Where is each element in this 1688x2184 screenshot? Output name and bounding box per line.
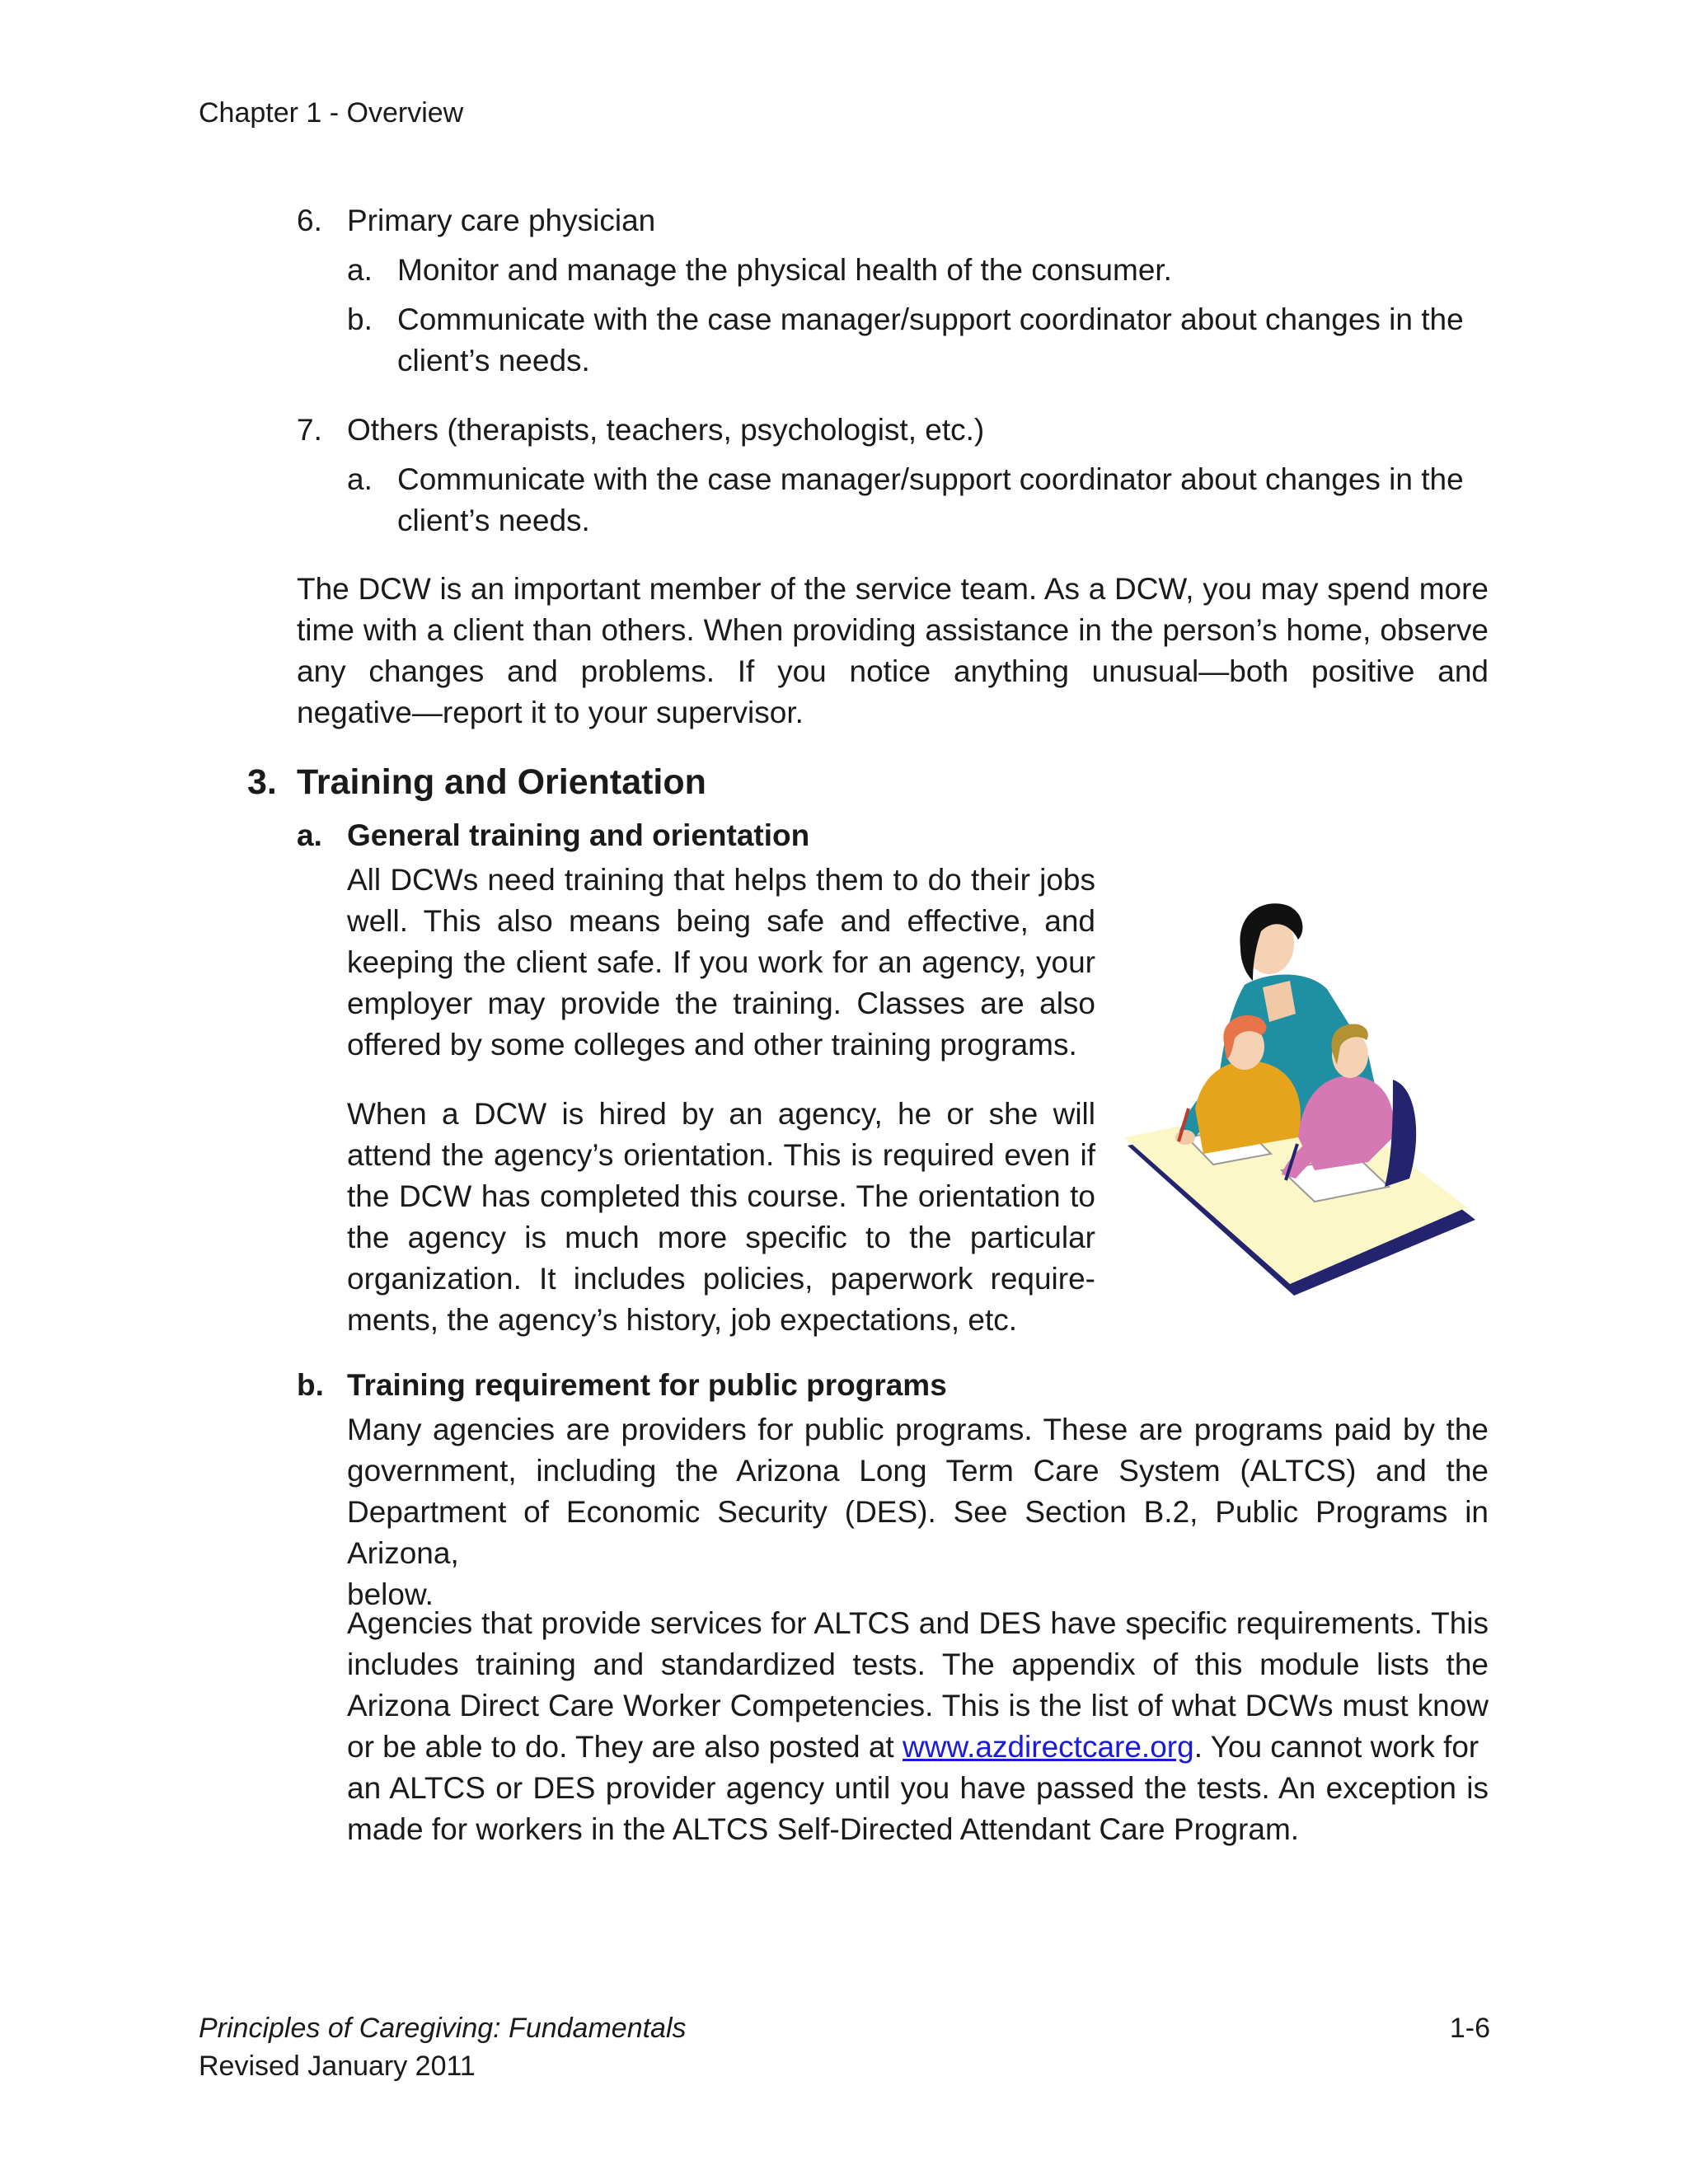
sub-b-p2-line-4-before bbox=[347, 1727, 1479, 1768]
subsection-a-paragraph-1 bbox=[347, 860, 1095, 1066]
dcw-line-1: The DCW is an important member of the service team. As a DCW, you may spend more bbox=[297, 572, 1489, 606]
sub-a-p1-line-5: offered by some colleges and other training programs. bbox=[347, 1028, 1077, 1062]
sub-a-p2-line-6: ments, the agency’s history, job expectations, etc. bbox=[347, 1303, 1018, 1337]
list-number-6: 6. bbox=[297, 204, 322, 237]
dcw-paragraph bbox=[297, 569, 1489, 733]
subsection-a-title: General training and orientation bbox=[347, 818, 810, 852]
list-number-7: 7. bbox=[297, 413, 322, 447]
sub-a-p2-line-5: organization. It includes policies, paperwork require- bbox=[347, 1262, 1095, 1296]
dcw-line-3: any changes and problems. If you notice anything unusual—both positive and bbox=[297, 654, 1489, 688]
list-item-6a-text: Monitor and manage the physical health of the consumer. bbox=[397, 253, 1172, 287]
dcw-line-4: negative—report it to your supervisor. bbox=[297, 696, 804, 729]
list-item-6b-line1: Communicate with the case manager/support coordinator about changes in the bbox=[397, 302, 1464, 336]
sub-a-p2-line-4: the agency is much more specific to the particular bbox=[347, 1221, 1095, 1254]
sub-b-p1-line-1: Many agencies are providers for public programs. These are programs paid by the bbox=[347, 1413, 1489, 1446]
sub-a-p1-line-1: All DCWs need training that helps them to do their jobs bbox=[347, 863, 1095, 897]
page-number: 1-6 bbox=[1449, 2013, 1490, 2044]
section-title: Training and Orientation bbox=[297, 762, 706, 802]
sub-b-p1-line-4: below. bbox=[347, 1577, 434, 1611]
subsection-b-paragraph-2 bbox=[347, 1603, 1489, 1850]
sub-b-p2-line-4 bbox=[347, 1727, 1489, 1768]
subsection-a-letter: a. bbox=[297, 818, 322, 852]
sub-b-p2-line-6: made for workers in the ALTCS Self-Directed Attendant Care Program. bbox=[347, 1812, 1300, 1846]
azdirectcare-link[interactable]: www.azdirectcare.org bbox=[903, 1730, 1194, 1764]
list-item-6b-line2: client’s needs. bbox=[397, 344, 590, 377]
chapter-header: Chapter 1 - Overview bbox=[199, 97, 464, 129]
sub-b-p1-line-3: Department of Economic Security (DES). See Section B.2, Public Programs in Arizona, bbox=[347, 1495, 1489, 1570]
sub-b-p2-line-1: Agencies that provide services for ALTCS and DES have specific requirements. This bbox=[347, 1606, 1489, 1640]
list-letter-6b: b. bbox=[347, 302, 373, 336]
sub-a-p1-line-4: employer may provide the training. Classes are also bbox=[347, 987, 1095, 1020]
list-item-7a-line1: Communicate with the case manager/support coordinator about changes in the bbox=[397, 462, 1464, 496]
section-number: 3. bbox=[247, 762, 277, 802]
sub-b-p2-line-3: Arizona Direct Care Worker Competencies. This is the list of what DCWs must know bbox=[347, 1689, 1489, 1722]
subsection-b-letter: b. bbox=[297, 1368, 324, 1402]
sub-b-p2-line-2: includes training and standardized tests. The appendix of this module lists the bbox=[347, 1647, 1489, 1681]
footer-title: Principles of Caregiving: Fundamentals bbox=[199, 2013, 687, 2044]
sub-b-p1-line-2: government, including the Arizona Long Term Care System (ALTCS) and the bbox=[347, 1454, 1489, 1488]
dcw-line-2: time with a client than others. When providing assistance in the person’s home, observe bbox=[297, 613, 1489, 647]
sub-b-p2-line-5: an ALTCS or DES provider agency until you have passed the tests. An exception is bbox=[347, 1771, 1489, 1805]
link-lead-text: or be able to do. They are also posted at bbox=[347, 1730, 903, 1764]
list-item-6-title: Primary care physician bbox=[347, 204, 656, 237]
sub-a-p1-line-2: well. This also means being safe and effective, and bbox=[347, 904, 1095, 938]
sub-a-p2-line-1: When a DCW is hired by an agency, he or she will bbox=[347, 1097, 1095, 1131]
list-item-7-title: Others (therapists, teachers, psychologist, etc.) bbox=[347, 413, 985, 447]
training-clipart-illustration bbox=[1121, 890, 1484, 1302]
sub-a-p2-line-3: the DCW has completed this course. The orientation to bbox=[347, 1179, 1095, 1213]
footer-revised: Revised January 2011 bbox=[199, 2050, 476, 2082]
sub-a-p1-line-3: keeping the client safe. If you work for an agency, your bbox=[347, 945, 1095, 979]
list-letter-7a: a. bbox=[347, 462, 373, 496]
subsection-b-paragraph-1 bbox=[347, 1409, 1489, 1615]
list-item-7a-line2: client’s needs. bbox=[397, 504, 590, 537]
subsection-a-paragraph-2 bbox=[347, 1094, 1095, 1341]
link-trail-text: . You cannot work for bbox=[1193, 1730, 1479, 1764]
sub-a-p2-line-2: attend the agency’s orientation. This is required even if bbox=[347, 1138, 1095, 1172]
subsection-b-title: Training requirement for public programs bbox=[347, 1368, 947, 1402]
list-letter-6a: a. bbox=[347, 253, 373, 287]
